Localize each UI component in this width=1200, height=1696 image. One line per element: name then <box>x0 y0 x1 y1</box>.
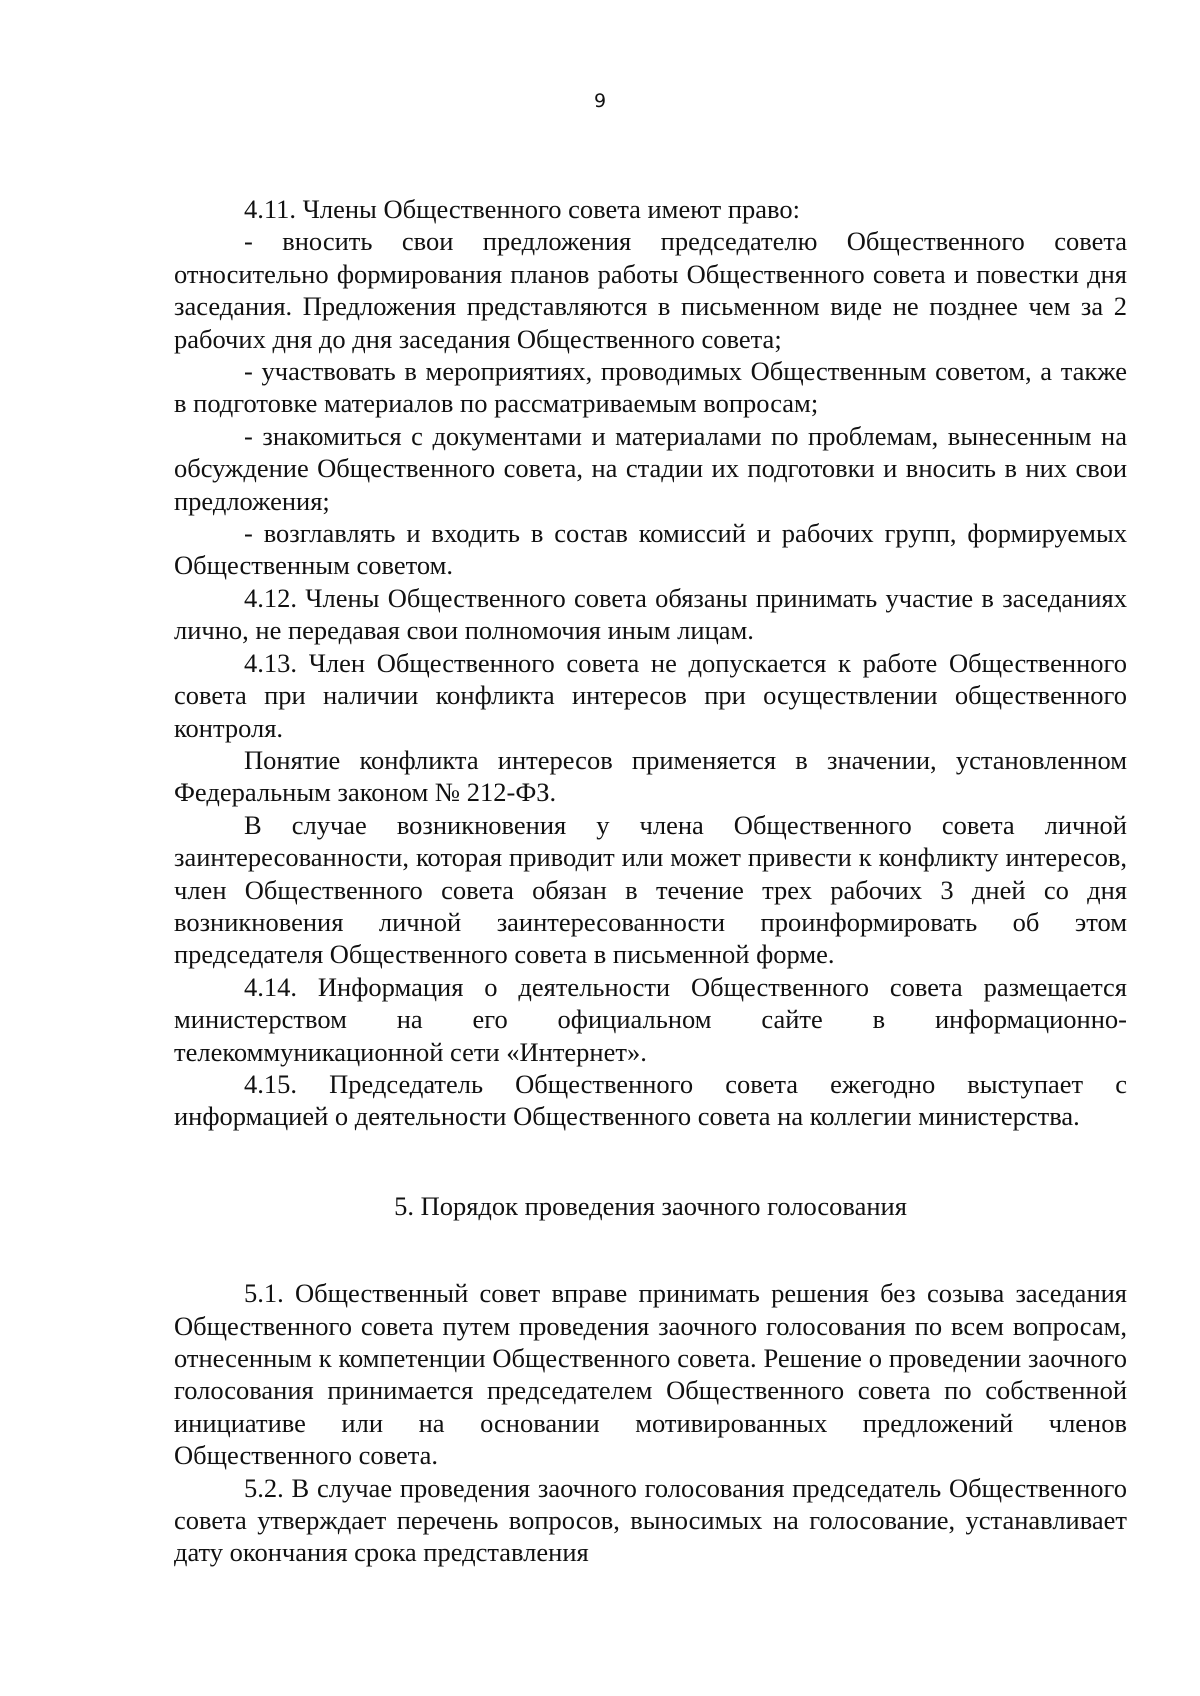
list-item-participate: - участвовать в мероприятиях, проводимых Общественным советом, а также в подготовке материалов по рассматриваемым вопросам; <box>174 356 1127 419</box>
paragraph-4-15: 4.15. Председатель Общественного совета ежегодно выступает с информацией о деятельности Общественного совета на коллегии министерства. <box>174 1068 1127 1132</box>
list-item-commissions: - возглавлять и входить в состав комиссий и рабочих групп, формируемых Общественным советом. <box>174 518 1127 581</box>
page-number: 9 <box>593 90 607 112</box>
paragraph-conflict-procedure: В случае возникновения у члена Общественного совета личной заинтересованности, которая приводит или может привести к конфликту интересов, член Общественного совета обязан в течение трех рабочих 3 дней со дня возникновения личной заинтересованности проинформировать об этом председателя Общественного совета в письменной форме. <box>174 809 1127 970</box>
paragraph-4-11: 4.11. Члены Общественного совета имеют право: <box>244 194 800 224</box>
document-body <box>174 193 1127 1569</box>
paragraph-5-1: 5.1. Общественный совет вправе принимать решения без созыва заседания Общественного совета путем проведения заочного голосования по всем вопросам, отнесенным к компетенции Общественного совета. Решение о проведении заочного голосования принимается председателем Общественного совета по собственной инициативе или на основании мотивированных предложений членов Общественного совета. <box>174 1278 1127 1471</box>
list-item-proposals: - вносить свои предложения председателю Общественного совета относительно формирования планов работы Общественного совета и повестки дня заседания. Предложения представляются в письменном виде не позднее чем за 2 рабочих дня до дня заседания Общественного совета; <box>174 226 1127 354</box>
list-item-documents: - знакомиться с документами и материалами по проблемам, вынесенным на обсуждение Общественного совета, на стадии их подготовки и вносить в них свои предложения; <box>174 420 1127 516</box>
paragraph-4-12: 4.12. Члены Общественного совета обязаны принимать участие в заседаниях лично, не передавая свои полномочия иным лицам. <box>174 582 1127 646</box>
paragraph-4-13: 4.13. Член Общественного совета не допускается к работе Общественного совета при наличии конфликта интересов при осуществлении общественного контроля. <box>174 647 1127 743</box>
paragraph-conflict-definition: Понятие конфликта интересов применяется в значении, установленном Федеральным законом № 212-ФЗ. <box>174 744 1127 808</box>
section-heading: 5. Порядок проведения заочного голосования <box>394 1190 907 1221</box>
paragraph-4-14: 4.14. Информация о деятельности Общественного совета размещается министерством на его официальном сайте в информационно-телекоммуникационной сети «Интернет». <box>174 971 1127 1067</box>
paragraph-5-2: 5.2. В случае проведения заочного голосования председатель Общественного совета утверждает перечень вопросов, выносимых на голосование, устанавливает дату окончания срока представления <box>174 1472 1127 1568</box>
